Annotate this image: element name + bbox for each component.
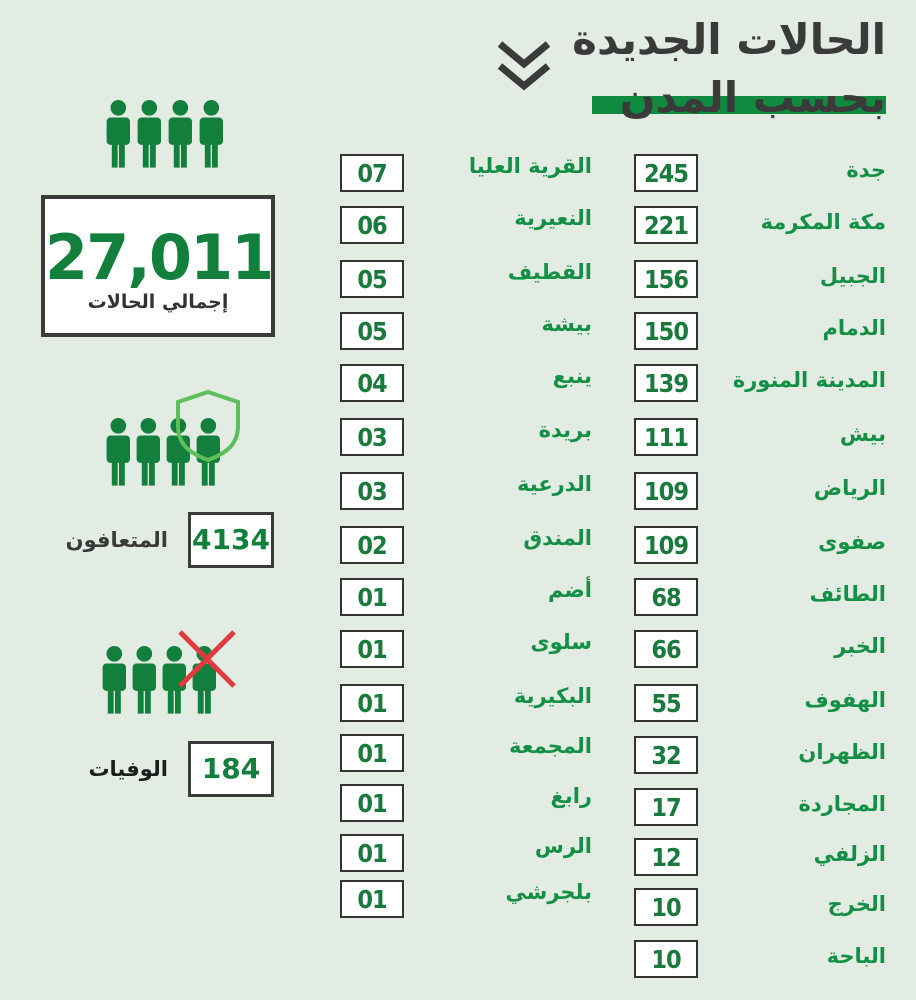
city-name: المجمعة <box>509 734 592 758</box>
city-count: 06 <box>340 206 404 244</box>
total-cases-value: 27,011 <box>45 221 273 294</box>
city-row <box>590 838 890 878</box>
city-name: القرية العليا <box>468 154 592 178</box>
city-name: المدينة المنورة <box>732 368 886 392</box>
city-row <box>300 312 600 352</box>
city-row <box>300 364 600 404</box>
city-count: 12 <box>634 838 698 876</box>
city-name: الخبر <box>834 634 886 658</box>
city-row <box>590 684 890 724</box>
city-row <box>300 154 600 194</box>
city-count: 07 <box>340 154 404 192</box>
city-row <box>300 260 600 300</box>
city-row <box>590 364 890 404</box>
city-row <box>590 206 890 246</box>
city-name: المندق <box>523 526 592 550</box>
city-name: الظهران <box>798 740 886 764</box>
city-count: 109 <box>634 526 698 564</box>
city-count: 156 <box>634 260 698 298</box>
city-count: 01 <box>340 880 404 918</box>
double-chevron-down-icon <box>494 38 554 94</box>
city-row <box>300 526 600 566</box>
city-count: 17 <box>634 788 698 826</box>
city-row <box>300 578 600 618</box>
city-name: رابغ <box>550 784 592 808</box>
recovered-value: 4134 <box>192 523 270 556</box>
city-count: 10 <box>634 940 698 978</box>
city-count: 66 <box>634 630 698 668</box>
city-row <box>300 684 600 724</box>
city-count: 111 <box>634 418 698 456</box>
recovered-people-icon <box>104 388 244 488</box>
city-name: الزلفي <box>813 842 886 866</box>
total-cases-label: إجمالي الحالات <box>87 291 229 313</box>
city-name: ينبع <box>552 364 592 388</box>
city-count: 150 <box>634 312 698 350</box>
title-line-2: بحسب المدن <box>619 73 886 122</box>
city-name: الرياض <box>813 476 886 500</box>
city-name: بلجرشي <box>505 880 592 904</box>
city-name: مكة المكرمة <box>760 210 886 234</box>
city-count: 01 <box>340 578 404 616</box>
city-row <box>300 472 600 512</box>
recovered-value-box <box>188 512 274 568</box>
city-row <box>300 734 600 774</box>
city-count: 05 <box>340 312 404 350</box>
city-count: 01 <box>340 684 404 722</box>
city-row <box>590 888 890 928</box>
city-row <box>590 312 890 352</box>
city-name: الباحة <box>826 944 886 968</box>
city-name: جدة <box>846 158 886 182</box>
city-row <box>300 206 600 246</box>
city-row <box>300 880 600 920</box>
city-count: 10 <box>634 888 698 926</box>
city-count: 03 <box>340 418 404 456</box>
city-name: البكيرية <box>513 684 592 708</box>
deaths-people-icon <box>100 630 240 720</box>
city-row <box>590 788 890 828</box>
city-name: صفوى <box>818 530 886 554</box>
city-count: 03 <box>340 472 404 510</box>
city-name: الهفوف <box>804 688 886 712</box>
city-name: الدمام <box>822 316 886 340</box>
city-name: بيشة <box>541 312 592 336</box>
city-count: 01 <box>340 630 404 668</box>
city-count: 245 <box>634 154 698 192</box>
city-row <box>300 418 600 458</box>
city-name: المجاردة <box>798 792 886 816</box>
total-cases-box <box>41 195 275 337</box>
city-count: 55 <box>634 684 698 722</box>
city-row <box>300 834 600 874</box>
city-name: الجبيل <box>819 264 886 288</box>
people-icon <box>104 100 228 174</box>
city-name: الخرج <box>827 892 886 916</box>
city-count: 109 <box>634 472 698 510</box>
title-line-1: الحالات الجديدة <box>572 15 886 64</box>
city-count: 01 <box>340 734 404 772</box>
city-count: 221 <box>634 206 698 244</box>
city-row <box>590 578 890 618</box>
city-row <box>300 630 600 670</box>
city-name: الدرعية <box>517 472 592 496</box>
city-row <box>300 784 600 824</box>
city-row <box>590 526 890 566</box>
city-name: القطيف <box>507 260 592 284</box>
city-count: 01 <box>340 834 404 872</box>
city-count: 04 <box>340 364 404 402</box>
city-name: بيش <box>839 422 886 446</box>
city-name: أضم <box>548 578 592 602</box>
city-count: 68 <box>634 578 698 616</box>
city-row <box>590 630 890 670</box>
city-row <box>590 940 890 980</box>
city-row <box>590 154 890 194</box>
city-count: 05 <box>340 260 404 298</box>
city-count: 02 <box>340 526 404 564</box>
city-row <box>590 736 890 776</box>
city-row <box>590 418 890 458</box>
city-row <box>590 472 890 512</box>
city-count: 32 <box>634 736 698 774</box>
city-name: الرس <box>534 834 592 858</box>
deaths-value: 184 <box>201 752 261 785</box>
city-count: 139 <box>634 364 698 402</box>
recovered-label: المتعافون <box>65 528 168 552</box>
city-count: 01 <box>340 784 404 822</box>
deaths-label: الوفيات <box>88 757 168 781</box>
city-name: سلوى <box>530 630 592 654</box>
city-name: النعيرية <box>514 206 592 230</box>
deaths-value-box <box>188 741 274 797</box>
city-name: الطائف <box>809 582 886 606</box>
city-name: بريدة <box>538 418 592 442</box>
city-row <box>590 260 890 300</box>
